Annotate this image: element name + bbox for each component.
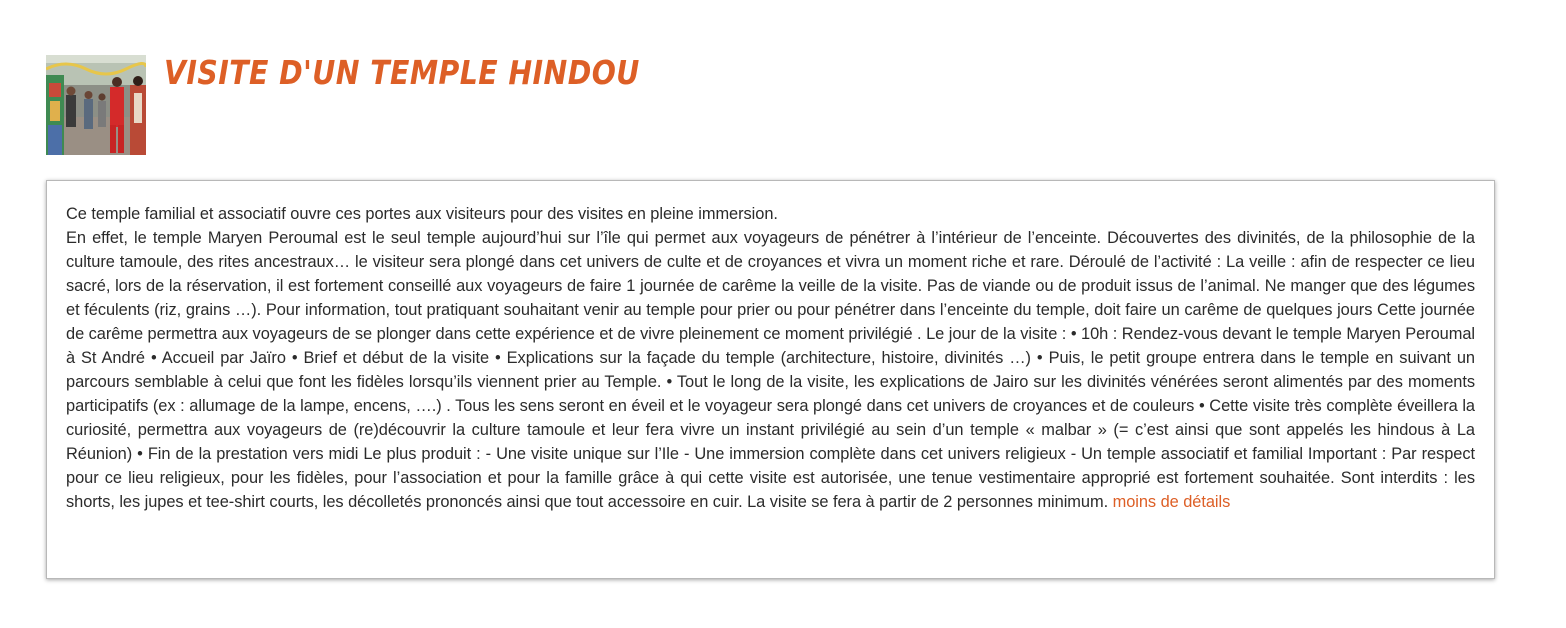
less-details-link[interactable]: moins de détails: [1112, 493, 1231, 511]
description-intro: Ce temple familial et associatif ouvre ces portes aux visiteurs pour des visites en pleine immersion.: [66, 205, 778, 223]
description-body: En effet, le temple Maryen Peroumal est le seul temple aujourd’hui sur l’île qui permet aux voyageurs de pénétrer à l’intérieur de l’enceinte. Découvertes des divinités, de la philosophie de la culture tamoule, des rites ancestraux… le visiteur sera plongé dans cet univers de culte et de croyances et vivra un moment riche et rare. Déroulé de l’activité : La veille : afin de respecter ce lieu sacré, lors de la réservation, il est fortement conseillé aux voyageurs de faire 1 journée de carême la veille de la visite. Pas de viande ou de produit issus de l’animal. Ne manger que des légumes et féculents (riz, grains …). Pour information, tout pratiquant souhaitant venir au temple pour prier ou pour pénétrer dans l’enceinte du temple, doit faire un carême de quelques jours Cette journée de carême permettra aux voyageurs de se plonger dans cette expérience et de vivre pleinement ce moment privilégié . Le jour de la visite : • 10h : Rendez-vous devant le temple Maryen Peroumal à St André • Accueil par Jaïro • Brief et début de la visite • Explications sur la façade du temple (architecture, histoire, divinités …) • Puis, le petit groupe entrera dans le temple en suivant un parcours semblable à celui que font les fidèles lorsqu’ils viennent prier au Temple. • Tout le long de la visite, les explications de Jairo sur les divinités vénérées seront alimentés par des moments participatifs (ex : allumage de la lampe, encens, ….) . Tous les sens seront en éveil et le voyageur sera plongé dans cet univers de croyances et de couleurs • Cette visite très complète éveillera la curiosité, permettra aux voyageurs de (re)découvrir la culture tamoule et leur fera vivre un instant privilégié au sein d’un temple « malbar » (= c’est ainsi que sont appelés les hindous à La Réunion) • Fin de la prestation vers midi Le plus produit : - Une visite unique sur l’Ile - Une immersion complète dans cet univers religieux - Un temple associatif et familial Important : Par respect pour ce lieu religieux, pour les fidèles, pour l’association et pour la famille grâce à qui cette visite est autorisée, une tenue vestimentaire approprié est fortement souhaitée. Sont interdits : les shorts, les jupes et tee-shirt courts, les décolletés prononcés ainsi que tout accessoire en cuir. La visite se fera à partir de 2 personnes minimum.: [66, 229, 1475, 511]
activity-description-card: [46, 180, 1495, 579]
activity-header: [46, 55, 717, 155]
temple-photo-image: [46, 55, 146, 155]
page-title: VISITE D'UN TEMPLE HINDOU: [164, 53, 640, 92]
activity-description: [66, 202, 1475, 514]
temple-photo-thumbnail[interactable]: [46, 55, 146, 155]
